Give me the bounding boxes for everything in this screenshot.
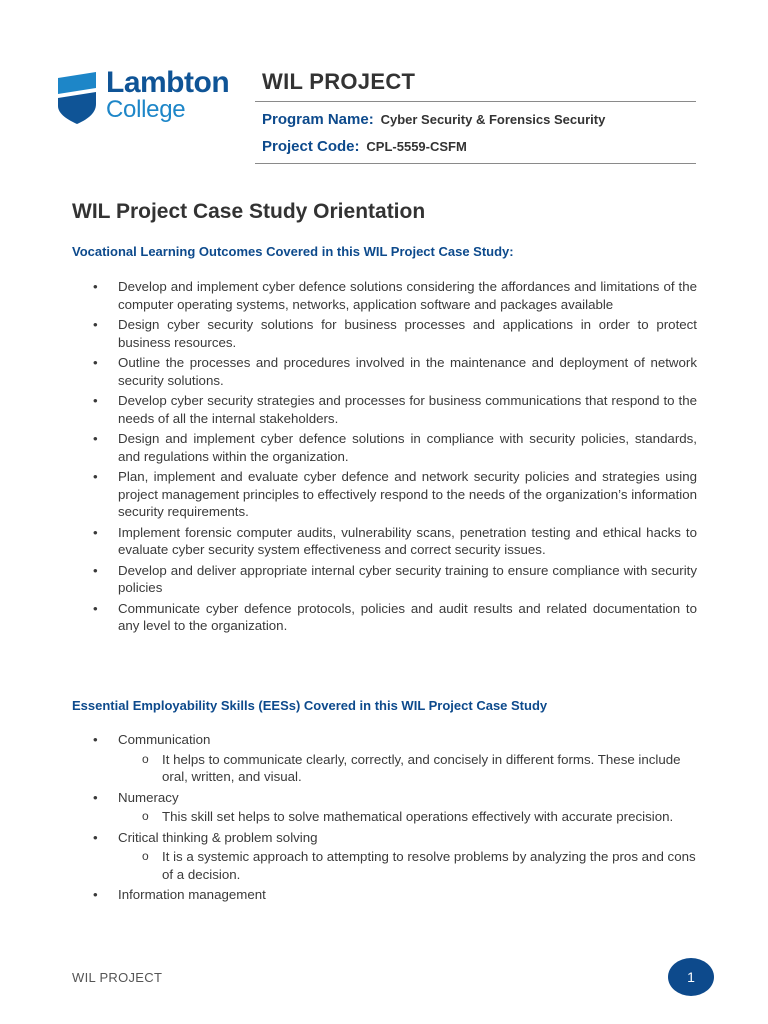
bullet-icon: • [93, 562, 98, 578]
bullet-icon: • [93, 789, 98, 805]
header-divider-bottom [255, 163, 696, 164]
sub-list [118, 751, 697, 786]
list-item-text: Plan, implement and evaluate cyber defence and network security policies and strategies using project management principles to effectively respond to the needs of the organization’s information security requirements. [118, 469, 698, 519]
list-item-text: Design and implement cyber defence solutions in compliance with security policies, standards, and regulations within the organization. [118, 431, 697, 464]
list-item-text: Implement forensic computer audits, vulnerability scans, penetration testing and ethical hacks to evaluate cyber security system effectiveness and correct security issues. [118, 524, 697, 557]
skill-description: This skill set helps to solve mathematical operations effectively with accurate precision. [162, 809, 674, 824]
list-item-text: Develop and deliver appropriate internal cyber security training to ensure compliance with security policies [118, 562, 697, 595]
sub-list-item [118, 751, 697, 786]
bullet-icon: • [93, 317, 98, 332]
logo-word-college: College [106, 96, 186, 123]
bullet-icon: • [93, 887, 98, 902]
document-title: WIL Project Case Study Orientation [72, 200, 426, 223]
bullet-icon: • [93, 469, 98, 484]
list-item [93, 392, 697, 427]
list-item [93, 278, 697, 313]
ees-list [93, 731, 697, 907]
bullet-icon: • [93, 600, 98, 616]
list-item [93, 430, 697, 465]
footer-text: WIL PROJECT [72, 970, 163, 985]
skill-description: It is a systemic approach to attempting to resolve problems by analyzing the pros and cons of a decision. [162, 849, 696, 882]
list-item [93, 524, 697, 559]
sub-list-item [118, 848, 697, 883]
bullet-icon: • [93, 279, 98, 294]
ees-heading: Essential Employability Skills (EESs) Covered in this WIL Project Case Study [72, 698, 548, 713]
page-number-badge: 1 [668, 958, 714, 996]
bullet-icon: • [93, 732, 98, 747]
project-code-value: CPL-5559-CSFM [366, 139, 467, 154]
skill-label: Numeracy [118, 789, 179, 805]
list-item [93, 789, 697, 826]
header-title: WIL PROJECT [262, 69, 416, 94]
list-item [93, 316, 697, 351]
vlo-list [93, 278, 697, 638]
list-item-text: Outline the processes and procedures involved in the maintenance and deployment of network security solutions. [118, 355, 697, 388]
list-item [93, 562, 697, 597]
program-name-row [262, 111, 605, 128]
circle-bullet-icon: o [142, 751, 149, 766]
list-item-text: Develop cyber security strategies and processes for business communications that respond to the needs of all the internal stakeholders. [118, 393, 697, 426]
bullet-icon: • [93, 524, 98, 540]
bullet-icon: • [93, 431, 98, 446]
list-item-text: Design cyber security solutions for business processes and applications in order to protect business resources. [118, 317, 697, 350]
list-item [93, 468, 697, 521]
shield-icon [56, 70, 98, 124]
logo-word-lambton: Lambton [106, 66, 230, 99]
vlo-heading: Vocational Learning Outcomes Covered in this WIL Project Case Study: [72, 244, 514, 259]
list-item [93, 354, 697, 389]
list-item [93, 829, 697, 884]
sub-list [118, 848, 697, 883]
list-item-text: Develop and implement cyber defence solutions considering the affordances and limitations of the computer operating systems, networks, application software and packages available [118, 279, 697, 312]
list-item [93, 731, 697, 786]
skill-description: It helps to communicate clearly, correctly, and concisely in different forms. These include oral, written, and visual. [162, 751, 681, 784]
sub-list-item [118, 808, 697, 826]
skill-label: Critical thinking & problem solving [118, 829, 318, 845]
project-code-row [262, 138, 467, 155]
circle-bullet-icon: o [142, 849, 149, 863]
circle-bullet-icon: o [142, 809, 149, 823]
bullet-icon: • [93, 355, 98, 370]
bullet-icon: • [93, 393, 98, 408]
project-code-label: Project Code: [262, 138, 360, 155]
program-name-label: Program Name: [262, 111, 374, 128]
list-item [93, 600, 697, 635]
program-name-value: Cyber Security & Forensics Security [380, 112, 606, 127]
skill-label: Information management [118, 887, 266, 902]
list-item-text: Communicate cyber defence protocols, policies and audit results and related documentation to any level to the organization. [118, 600, 697, 633]
list-item [93, 886, 697, 904]
lambton-college-logo [56, 68, 238, 132]
skill-label: Communication [118, 732, 211, 747]
header-divider-top [255, 101, 696, 102]
sub-list [118, 808, 697, 826]
bullet-icon: • [93, 829, 98, 845]
